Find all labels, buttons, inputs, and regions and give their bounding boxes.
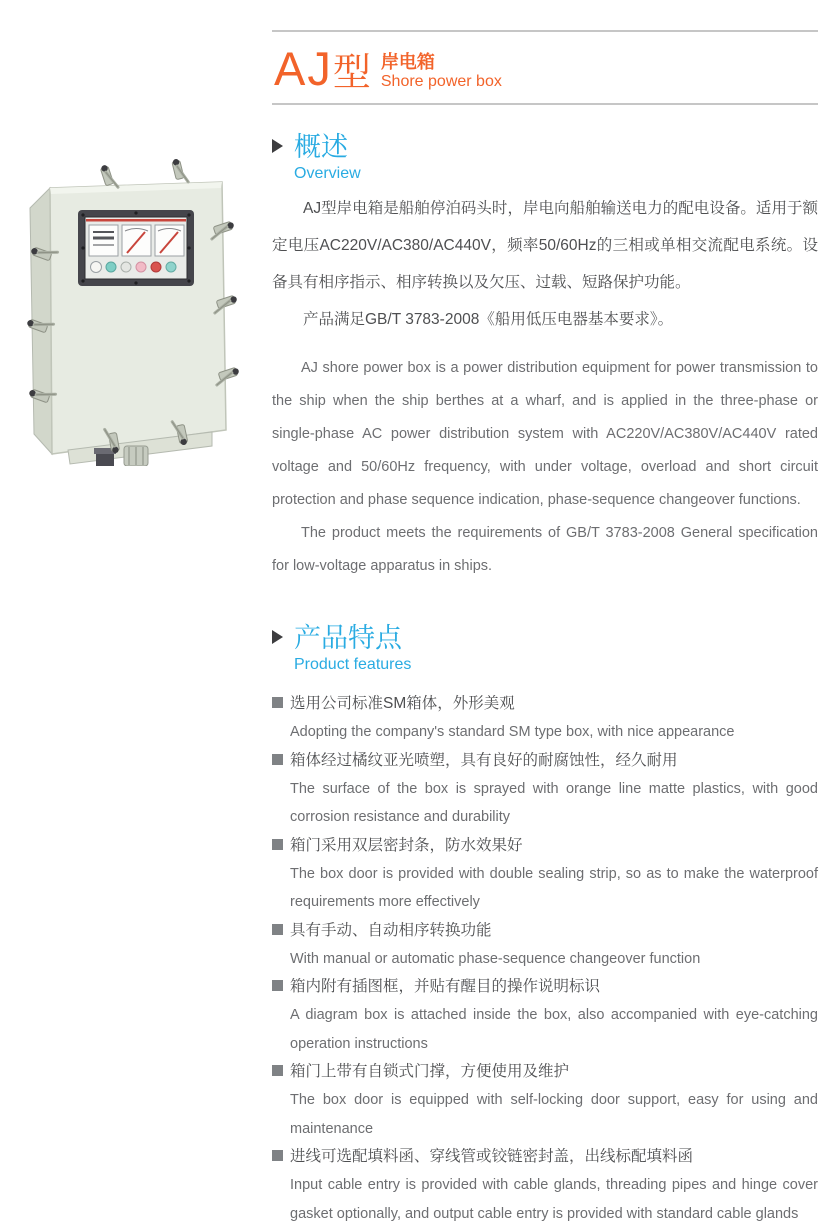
feature-item	[272, 747, 818, 832]
content-column	[272, 0, 818, 1228]
overview-paragraph-cn-1: AJ型岸电箱是船舶停泊码头时，岸电向船舶输送电力的配电设备。适用于额定电压AC220V/AC380/AC440V，频率50/60Hz的三相或单相交流配电系统。设备具有相序指示、相序转换以及欠压、过载、短路保护功能。	[272, 200, 818, 291]
overview-heading	[272, 132, 818, 184]
model-code: AJ	[274, 42, 333, 95]
triangle-bullet-icon	[272, 139, 283, 153]
overview-paragraph-en-1: AJ shore power box is a power distribution equipment for power transmission to the ship when the ship berthes at a wharf, and is applied in the three-phase or single-phase AC power distribution system with AC220V/AC380V/AC440V rated voltage and 50/60Hz frequency, with under voltage, overload and short circuit protection and phase sequence indication, phase-sequence changeover functions.	[272, 360, 818, 508]
square-bullet-icon	[272, 980, 283, 991]
product-name-cn: 岸电箱	[380, 52, 435, 72]
overview-heading-cn: 概述	[294, 132, 348, 162]
model-suffix: 型	[332, 52, 371, 94]
square-bullet-icon	[272, 1065, 283, 1076]
feature-item	[272, 1058, 818, 1143]
overview-paragraph-en-2: The product meets the requirements of GB/T 3783-2008 General specification for low-voltage apparatus in ships.	[272, 525, 818, 574]
square-bullet-icon	[272, 697, 283, 708]
square-bullet-icon	[272, 839, 283, 850]
feature-desc-en: With manual or automatic phase-sequence changeover function	[290, 950, 701, 967]
features-list	[272, 690, 818, 1228]
square-bullet-icon	[272, 754, 283, 765]
section-product-features	[272, 623, 818, 1228]
feature-item	[272, 973, 818, 1058]
overview-paragraph-cn-2: 产品满足GB/T 3783-2008《船用低压电器基本要求》。	[303, 311, 674, 328]
feature-desc-en: A diagram box is attached inside the box, also accompanied with eye-catching operation instructions	[290, 1007, 818, 1052]
feature-title-cn: 具有手动、自动相序转换功能	[272, 917, 818, 945]
feature-title-cn: 箱内附有插图框，并贴有醒目的操作说明标识	[272, 973, 818, 1001]
triangle-bullet-icon	[272, 630, 283, 644]
meter-window	[78, 210, 194, 286]
product-photo-shore-power-box	[10, 136, 260, 466]
feature-desc-en: The surface of the box is sprayed with orange line matte plastics, with good corrosion resistance and durability	[290, 780, 818, 825]
feature-title-cn: 进线可选配填料函、穿线管或铰链密封盖，出线标配填料函	[272, 1143, 818, 1171]
square-bullet-icon	[272, 924, 283, 935]
shore-power-box-illustration	[10, 136, 260, 466]
features-heading-en: Product features	[294, 656, 412, 673]
feature-item	[272, 832, 818, 917]
section-overview	[272, 132, 818, 583]
feature-desc-en: Adopting the company's standard SM type box, with nice appearance	[290, 724, 735, 740]
cable-gland-metal	[124, 446, 148, 466]
feature-item	[272, 1143, 818, 1228]
product-name	[381, 52, 502, 92]
feature-desc-en: The box door is equipped with self-locking door support, easy for using and maintenance	[290, 1092, 818, 1137]
product-name-en: Shore power box	[380, 73, 502, 90]
feature-desc-en: The box door is provided with double sealing strip, so as to make the waterproof requirements more effectively	[290, 865, 818, 910]
feature-title-cn: 箱门上带有自锁式门撑，方便使用及维护	[272, 1058, 818, 1086]
feature-title-cn: 选用公司标准SM箱体，外形美观	[272, 690, 818, 718]
feature-title-cn: 箱门采用双层密封条，防水效果好	[272, 832, 818, 860]
square-bullet-icon	[272, 1150, 283, 1161]
feature-desc-en: Input cable entry is provided with cable glands, threading pipes and hinge cover gasket optionally, and output cable entry is provided with standard cable glands	[290, 1177, 818, 1222]
feature-title-cn: 箱体经过橘纹亚光喷塑，具有良好的耐腐蚀性，经久耐用	[272, 747, 818, 775]
feature-item	[272, 917, 818, 974]
page-header	[272, 30, 818, 105]
overview-heading-en: Overview	[294, 165, 361, 182]
features-heading-cn: 产品特点	[294, 623, 402, 653]
feature-item	[272, 690, 818, 747]
features-heading	[272, 623, 818, 675]
page-title	[274, 42, 371, 95]
